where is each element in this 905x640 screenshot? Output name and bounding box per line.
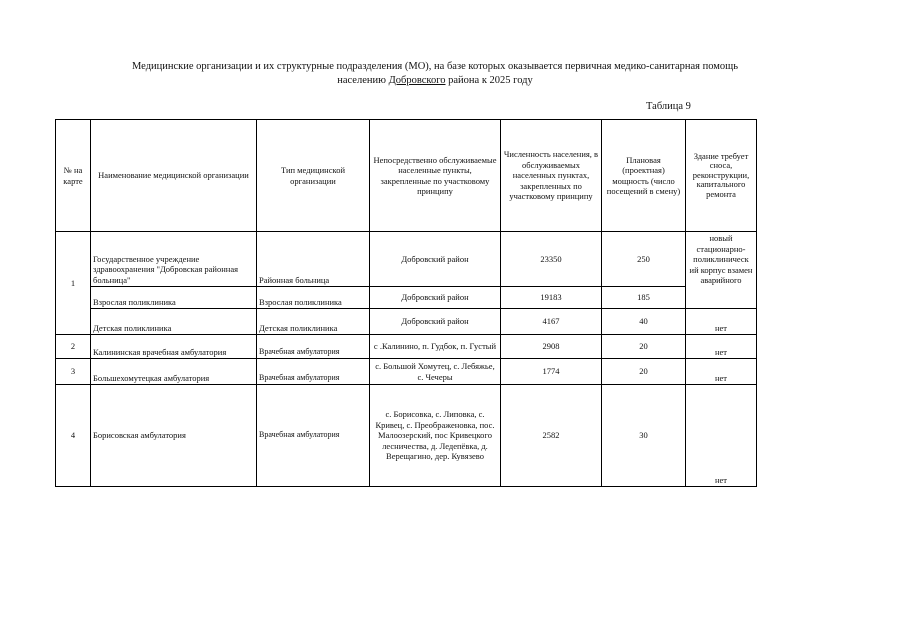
org-type: Взрослая поликлиника [257, 287, 370, 309]
org-type: Врачебная амбулатория [257, 359, 370, 385]
org-reconstruction: нет [686, 359, 757, 385]
org-localities: Добровский район [370, 232, 501, 287]
table-row [56, 232, 757, 287]
org-capacity: 185 [602, 287, 686, 309]
header-num: № на карте [56, 120, 91, 232]
header-type: Тип медицинской организации [257, 120, 370, 232]
row-num: 3 [56, 359, 91, 385]
org-capacity: 250 [602, 232, 686, 287]
org-population: 1774 [501, 359, 602, 385]
org-name: Государственное учреждение здравоохранения "Добровская районная больница" [91, 232, 257, 287]
header-capacity: Плановая (проектная) мощность (число посещений в смену) [602, 120, 686, 232]
org-reconstruction: нет [686, 309, 757, 335]
org-localities: Добровский район [370, 309, 501, 335]
medical-organizations-table [55, 119, 757, 487]
table-row [56, 385, 757, 487]
header-name: Наименование медицинской организации [91, 120, 257, 232]
header-localities: Непосредственно обслуживаемые населенные пункты, закрепленные по участковому принципу [370, 120, 501, 232]
title-district: Добровского [388, 75, 446, 86]
org-name: Борисовская амбулатория [91, 385, 257, 487]
table-row [56, 359, 757, 385]
title-line-2 [40, 74, 830, 88]
org-type: Врачебная амбулатория [257, 335, 370, 359]
org-reconstruction: нет [686, 335, 757, 359]
org-capacity: 30 [602, 385, 686, 487]
org-name: Большехомутецкая амбулатория [91, 359, 257, 385]
org-capacity: 20 [602, 359, 686, 385]
org-name: Взрослая поликлиника [91, 287, 257, 309]
org-reconstruction: нет [686, 385, 757, 487]
org-type: Врачебная амбулатория [257, 385, 370, 487]
table-row [56, 287, 757, 309]
org-type: Детская поликлиника [257, 309, 370, 335]
org-name: Калининская врачебная амбулатория [91, 335, 257, 359]
org-localities: с. Большой Хомутец, с. Лебяжье, с. Чечеры [370, 359, 501, 385]
org-localities: с. Борисовка, с. Липовка, с. Кривец, с. Преображеновка, пос. Малоозерский, пос Кривецкого лесничества, д. Ледепёвка, д. Верещагино, дер. Кувязево [370, 385, 501, 487]
org-name: Детская поликлиника [91, 309, 257, 335]
org-population: 19183 [501, 287, 602, 309]
document-title [40, 60, 830, 88]
title-suffix: района к 2025 году [445, 75, 533, 86]
org-type: Районная больница [257, 232, 370, 287]
title-prefix: населению [337, 75, 389, 86]
org-capacity: 20 [602, 335, 686, 359]
title-line-1: Медицинские организации и их структурные подразделения (МО), на базе которых оказывается первичная медико-санитарная помощь [131, 61, 739, 72]
org-population: 4167 [501, 309, 602, 335]
table-row [56, 309, 757, 335]
row-num: 2 [56, 335, 91, 359]
header-reconstruction: Здание требует сноса, реконструкции, капитального ремонта [686, 120, 757, 232]
org-population: 23350 [501, 232, 602, 287]
row-num: 4 [56, 385, 91, 487]
row-num: 1 [56, 232, 91, 335]
org-localities: с .Калинино, п. Гудбок, п. Густый [370, 335, 501, 359]
org-population: 2908 [501, 335, 602, 359]
org-capacity: 40 [602, 309, 686, 335]
table-caption: Таблица 9 [646, 101, 691, 112]
org-population: 2582 [501, 385, 602, 487]
org-reconstruction: новый стационарно-поликлиническ ий корпус взамен аварийного [686, 232, 757, 309]
header-population: Численность населения, в обслуживаемых населенных пунктах, закрепленных по участковому принципу [501, 120, 602, 232]
table-row [56, 335, 757, 359]
org-localities: Добровский район [370, 287, 501, 309]
table-header-row [56, 120, 757, 232]
